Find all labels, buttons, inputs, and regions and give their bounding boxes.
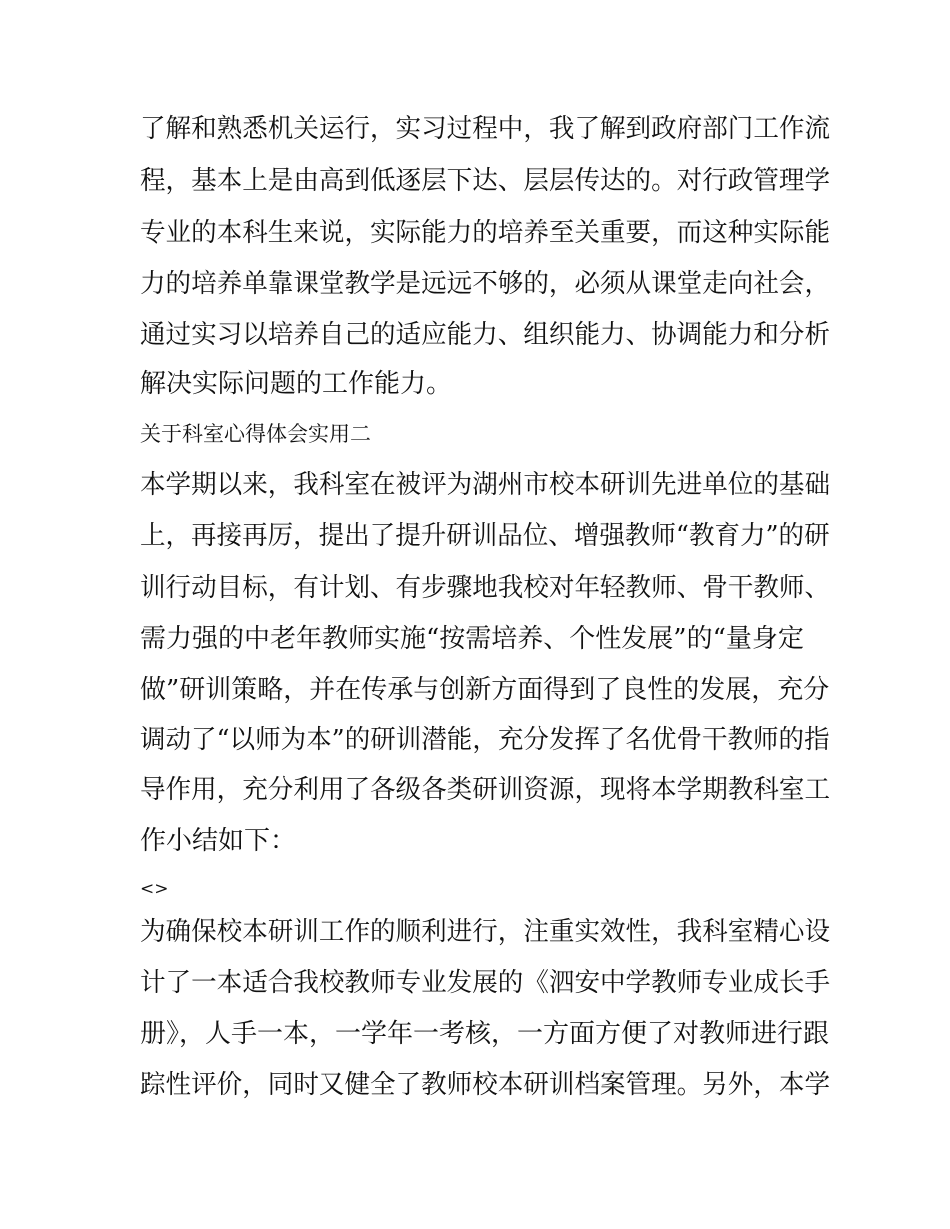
body-text-line: 调动了“以师为本”的研训潜能，充分发挥了名优骨干教师的指 [140, 725, 830, 755]
body-text-line: 做”研训策略，并在传承与创新方面得到了良性的发展，充分 [140, 675, 830, 705]
body-text-line: 上，再接再厉，提出了提升研训品位、增强教师“教育力”的研 [140, 521, 830, 551]
section-heading: 关于科室心得体会实用二 [140, 422, 371, 446]
body-text-line: 程，基本上是由高到低逐层下达、层层传达的。对行政管理学 [140, 166, 831, 196]
body-text-line: 导作用，充分利用了各级各类研训资源，现将本学期教科室工 [140, 775, 831, 805]
body-text-line: 训行动目标，有计划、有步骤地我校对年轻教师、骨干教师、 [140, 573, 831, 603]
body-text-line: 专业的本科生来说，实际能力的培养至关重要，而这种实际能 [140, 218, 831, 248]
body-text-line: 了解和熟悉机关运行，实习过程中，我了解到政府部门工作流 [140, 114, 831, 144]
body-text-line: 册》，人手一本，一学年一考核，一方面方便了对教师进行跟 [140, 1019, 830, 1049]
body-text-line: 解决实际问题的工作能力。 [140, 369, 453, 399]
body-text-line: 本学期以来，我科室在被评为湖州市校本研训先进单位的基础 [140, 470, 831, 500]
body-text-line: 计了一本适合我校教师专业发展的《泗安中学教师专业成长手 [140, 968, 831, 998]
body-text-line: 力的培养单靠课堂教学是远远不够的，必须从课堂走向社会， [140, 269, 831, 299]
body-text-line: 作小结如下： [140, 826, 297, 856]
body-text-line: 为确保校本研训工作的顺利进行，注重实效性，我科室精心设 [140, 917, 831, 947]
placeholder-mark: <> [140, 879, 169, 899]
body-text-line: 需力强的中老年教师实施“按需培养、个性发展”的“量身定 [140, 624, 804, 654]
body-text-line: 踪性评价，同时又健全了教师校本研训档案管理。另外，本学 [140, 1070, 831, 1100]
body-text-line: 通过实习以培养自己的适应能力、组织能力、协调能力和分析 [140, 320, 831, 350]
